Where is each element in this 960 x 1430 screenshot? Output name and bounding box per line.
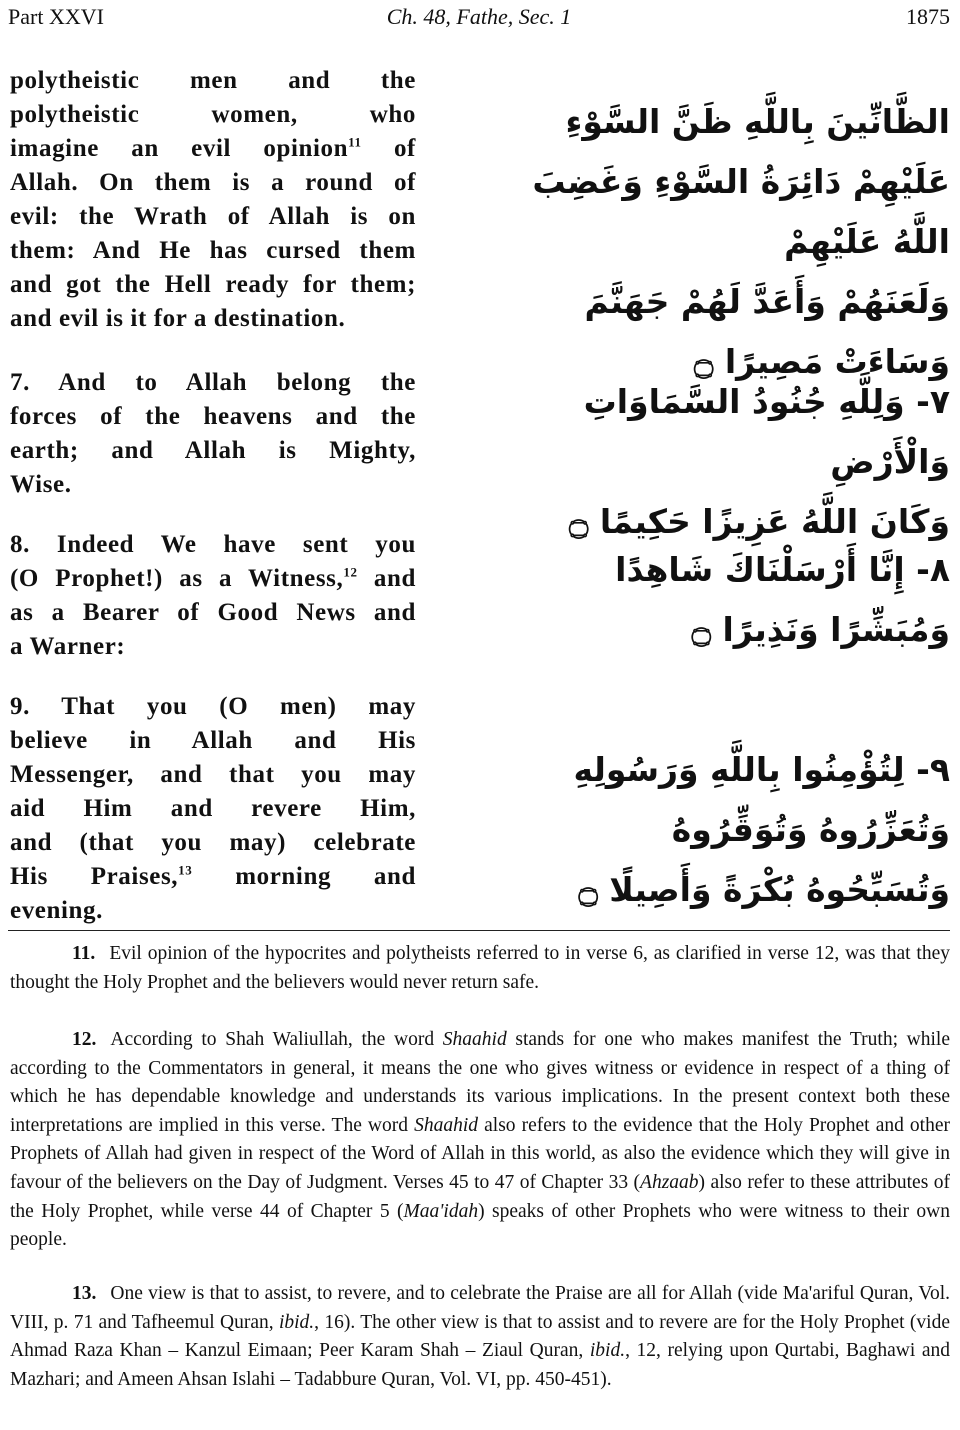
verse-line: evil: the Wrath of Allah is on [10,203,416,230]
footnote-12: 12. According to Shah Waliullah, the word Shaahid stands for one who makes manifest the Truth; while according to the Commentators in general, it means the one who gives witness or evidence in respect of a thing of which he has dependable knowledge and understands its various implications. In the present context both these interpretations are implied in this verse. The word Shaahid also refers to the evidence that the Holy Prophet and other Prophets of Allah had given in respect of the Word of Allah in this world, as also the evidence which they will give in favour of the believers on the Day of Judgment. Verses 45 to 47 of Chapter 33 (Ahzaab) also refer to these attributes of the Holy Prophet, while verse 44 of Chapter 5 (Maa'idah) speaks of other Prophets who were witness to their own people. [10,1026,950,1255]
verse-9-arabic [520,740,950,920]
footnote-number: 12. [72,1029,97,1050]
verse-line: His Praises,$^{13}$ morning and [10,862,416,890]
verse-8-translation [10,528,416,664]
verse-line: forces of the heavens and the [10,403,416,430]
verse-line: and (that you may) celebrate [10,829,416,856]
page-header [8,4,950,34]
arabic-line: ٨- إِنَّا أَرْسَلْنَاكَ شَاهِدًا [615,550,950,589]
footnote-number: 13. [72,1283,97,1304]
verse-line: 9. That you (O men) may [10,693,416,720]
page-number: 1875 [906,4,950,29]
italic-term: Shaahid [414,1114,479,1136]
verse-line: 8. Indeed We have sent you [10,531,416,558]
verse-line: imagine an evil opinion$^{11}$ of [10,134,416,162]
arabic-line: عَلَيْهِمْ دَائِرَةُ السَّوْءِ وَغَضِبَ اللَّهُ عَلَيْهِمْ [532,162,950,261]
footnote-ref-11: 11 [348,134,362,150]
verse-7-arabic [520,372,950,552]
footnote-text: Evil opinion of the hypocrites and polytheists referred to in verse 6, as clarified in verse 12, was that they thought the Holy Prophet and the believers would never return safe. [10,943,950,993]
verse-8-arabic [520,540,950,660]
footnote-divider [8,930,950,931]
footnote-ref-13: 13 [178,862,193,878]
arabic-line: الظَّانِّينَ بِاللَّهِ ظَنَّ السَّوْءِ [565,102,950,141]
verse-line: evening. [10,897,103,924]
arabic-line: وَمُبَشِّرًا وَنَذِيرًا ۝ [691,610,950,649]
verse-line: polytheistic women, who [10,101,416,128]
verse-9-translation [10,690,416,928]
arabic-line: ٧- وَلِلَّهِ جُنُودُ السَّمَاوَاتِ وَالْأَرْضِ [583,382,950,481]
verse-line: polytheistic men and the [10,67,416,94]
arabic-line: وَسَاءَتْ مَصِيرًا ۝ [694,342,950,381]
italic-term: Ahzaab [640,1171,699,1193]
verse-line: as a Bearer of Good News and [10,599,416,626]
verse-line: them: And He has cursed them [10,237,416,264]
verse-line: Allah. On them is a round of [10,169,416,196]
footnote-number: 11. [72,943,96,964]
verse-line: and got the Hell ready for them; [10,271,416,298]
verse-6-arabic [520,92,950,392]
arabic-line: وَلَعَنَهُمْ وَأَعَدَّ لَهُمْ جَهَنَّمَ [584,282,950,321]
chapter-title: Ch. 48, Fathe, Sec. 1 [386,4,572,29]
footnote-ref-12: 12 [343,564,358,580]
footnote-13: 13. One view is that to assist, to revere, and to celebrate the Praise are all for Allah (vide Ma'ariful Quran, Vol. VIII, p. 71 and Tafheemul Quran, ibid., 16). The other view is that to assist and to revere are for the Holy Prophet (vide Ahmad Raza Khan – Kanzul Eimaan; Peer Karam Shah – Ziaul Quran, ibid., 12, relying upon Qurtabi, Baghawi and Mazhari; and Ameen Ahsan Islahi – Tadabbure Quran, Vol. VI, pp. 450-451). [10,1280,950,1394]
verse-line: a Warner: [10,633,126,660]
verse-line: earth; and Allah is Mighty, [10,437,416,464]
italic-term: ibid. [278,1311,315,1333]
verse-line: (O Prophet!) as a Witness,$^{12}$ and [10,564,416,592]
arabic-line: وَكَانَ اللَّهُ عَزِيزًا حَكِيمًا ۝ [568,502,950,541]
arabic-line: وَتُسَبِّحُوهُ بُكْرَةً وَأَصِيلًا ۝ [578,870,950,909]
verse-6-translation [10,64,416,336]
arabic-line: وَتُعَزِّرُوهُ وَتُوَقِّرُوهُ [671,810,950,849]
verse-line: Wise. [10,471,72,498]
verse-line: believe in Allah and His [10,727,416,754]
footnote-11 [10,940,950,997]
italic-term: ibid. [589,1340,626,1362]
verse-line: Messenger, and that you may [10,761,416,788]
verse-line: and evil is it for a destination. [10,305,346,332]
verse-line: 7. And to Allah belong the [10,369,416,396]
verse-line: aid Him and revere Him, [10,795,416,822]
italic-term: Maa'idah [403,1200,479,1222]
italic-term: Shaahid [442,1029,507,1050]
part-label: Part XXVI [8,4,104,29]
arabic-line: ٩- لِتُؤْمِنُوا بِاللَّهِ وَرَسُولِهِ [573,750,950,789]
verse-7-translation [10,366,416,502]
